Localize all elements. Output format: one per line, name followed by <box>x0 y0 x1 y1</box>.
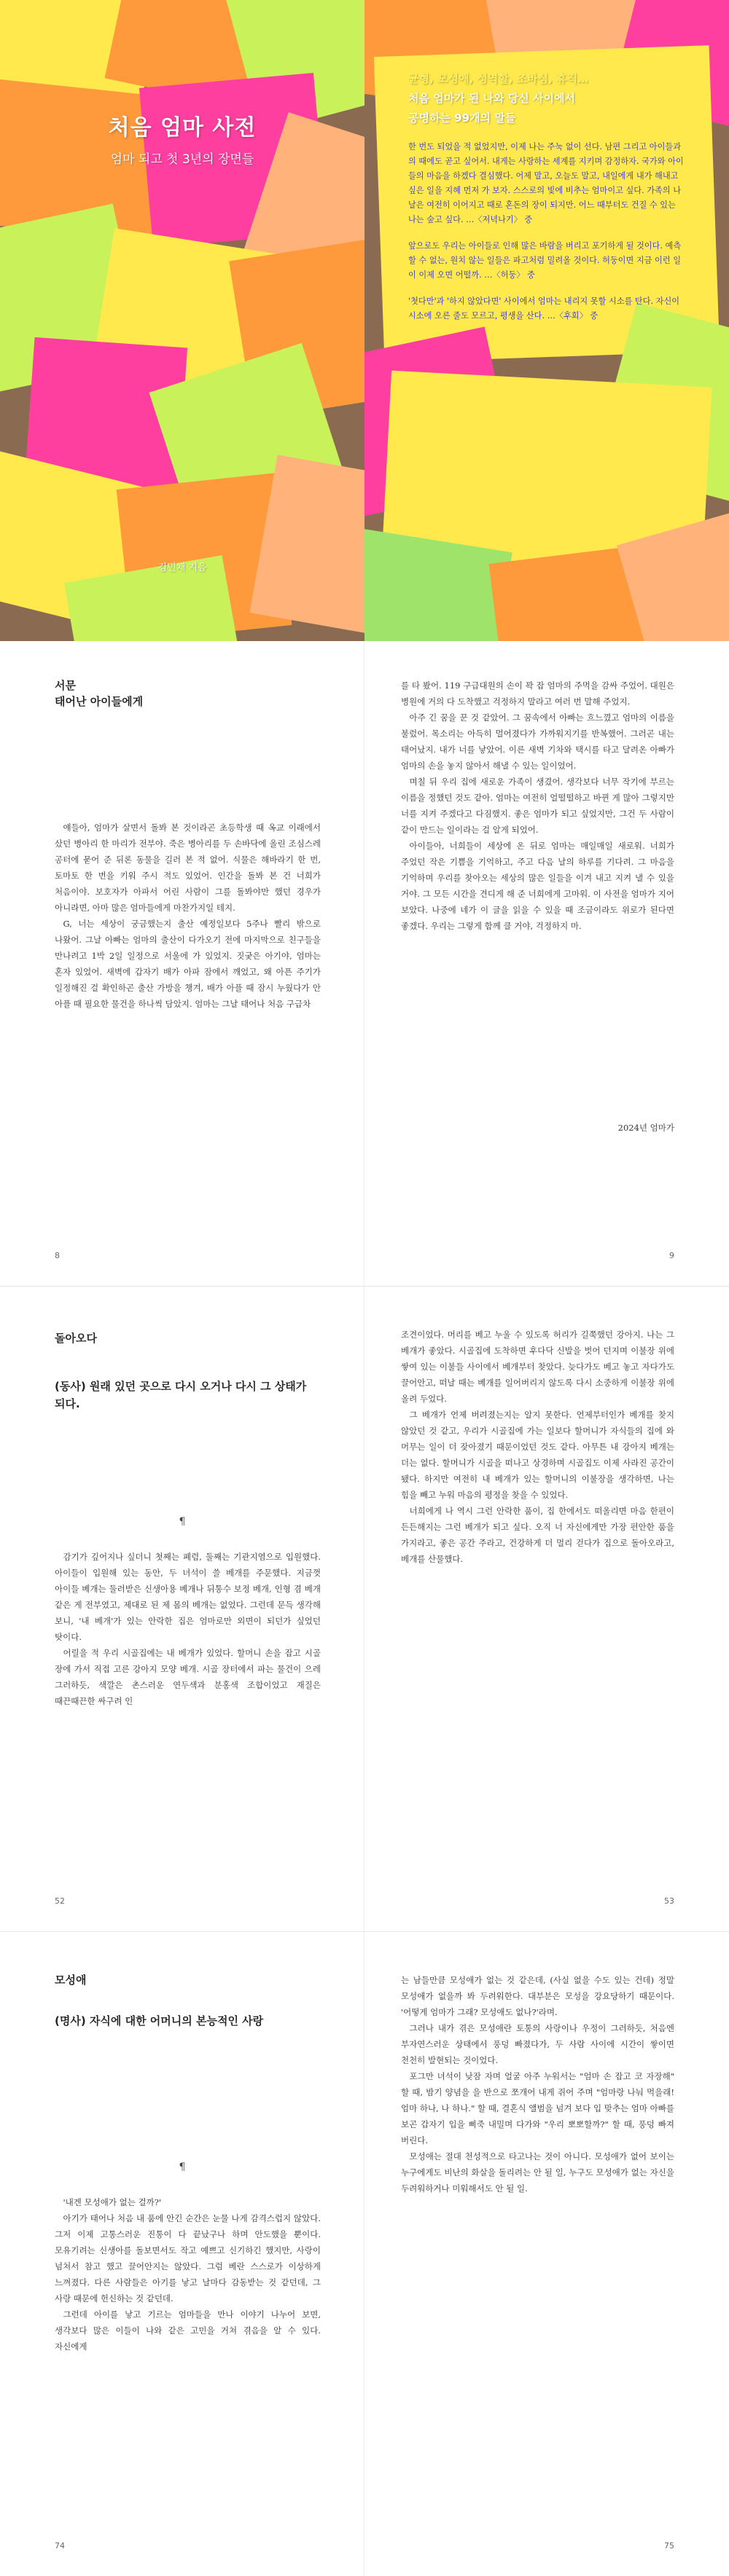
chapter-return-para-2: 어릴을 적 우리 시골집에는 내 베개가 있었다. 할머니 손을 잡고 시골 장에 가서 직접 고른 강아지 모양 베개. 시골 장터에서 파는 물건이 으레 그러하듯, 색깔은 촌스러운 연두색과 분홍색 조합이었고 재질은 때끈때끈한 싸구려 인 <box>55 1648 321 1706</box>
chapter-return-right-para-3: 너희에게 나 역시 그런 안락한 품이, 집 한에서도 떠올리면 마음 한편이 든든해지는 그런 베개가 되고 싶다. 오직 너 자신에게만 가장 편안한 품을 가지라고, 좋은 공간 주라고, 건강하게 더 멀리 걷다가 집으로 돌아오라고, 베개를 산물했다. <box>401 1506 674 1564</box>
cover-title-block <box>0 109 364 167</box>
preface-signature: 2024년 엄마가 <box>617 1123 674 1133</box>
chapter-return-definition: (동사) 원래 있던 곳으로 다시 오거나 다시 그 상태가 되다. <box>55 1380 307 1410</box>
blurb-2-text: 앞으로도 우리는 아이들로 인해 많은 바람을 버리고 포기하게 될 것이다. 예측할 수 없는, 원치 않는 일들은 파고처럼 밀려올 것이다. 허둥이면 지금 이런 일이 이제 오면 어떨까. <box>408 241 682 280</box>
preface-subtitle: 태어난 아이들에게 <box>55 695 144 708</box>
preface-right-para-4: 아이들아, 너희들이 세상에 온 뒤로 엄마는 매일매일 새로워. 너희가 주었던 작은 기쁨을 기억하고, 주고 다음 날의 하루를 기다려. 그 마음을 기억하며 우리를 찾아오는 세상의 많은 일들을 이겨 내고 지켜 낼 수 있을 거야. 그 모든 시간을 견디게 해 준 너희에게 고마워. 이 사전을 엄마가 지어 보았다. 나중에 네가 이 글을 읽을 수 있을 때 조금이라도 위로가 된다면 좋겠다. 우리는 그렇게 함께 클 거야, 걱정하지 마. <box>401 841 674 931</box>
chapter-return-right-para-2: 그 베개가 언제 버려졌는지는 알지 못한다. 언제부터인가 베개를 찾지 않았던 것 같고, 우리가 시골집에 가는 일보다 할머니가 자식들의 집에 와 머무는 일이 더 잦아졌기 때문이었던 것도 같다. 아무튼 내 강아지 베개는 더는 없다. 할머니가 시골을 떠나고 상경하며 시골집도 이제 사라진 공간이 됐다. 하지만 여전히 내 베개가 있는 할머니의 이불장을 생각하면, 나는 힘을 빼고 누워 마음의 평정을 찾을 수 있었다. <box>401 1410 674 1500</box>
back-heading <box>408 69 685 128</box>
chapter-maternal-right-para-1: 는 남들만큼 모성애가 없는 것 같은데, (사실 없을 수도 있는 건데) 정말 모성애가 없을까 봐 두려워한다. 대부분은 모성을 강요당하기 때문이다. '어떻게 엄마가 그래? 모성애도 없나?'라며. <box>401 1975 674 2017</box>
page-75 <box>364 1932 729 2576</box>
blurb-1-source: …〈저녁나기〉 중 <box>466 215 533 224</box>
page-8 <box>0 641 364 1286</box>
chapter-return-spread <box>0 1287 729 1932</box>
book-title: 처음 엄마 사전 <box>108 115 257 141</box>
chapter-maternal-right-para-2: 그러나 내가 겪은 모성애란 토통의 사랑이나 우정이 그러하듯, 처음엔 부자연스러운 상태에서 풍덩 빠졌다가, 두 사람 사이에 시간이 쌓이면 천천히 발현되는 것이었다. <box>401 2023 674 2065</box>
cover-front <box>0 0 364 641</box>
page-74 <box>0 1932 364 2576</box>
chapter-maternal-spread <box>0 1932 729 2576</box>
preface-right-para-3: 며칠 뒤 우리 집에 새로운 가족이 생겼어. 생각보다 너무 작기에 부르는 이름을 정했던 것도 같아. 엄마는 여전히 얼떨떨하고 바뀐 게 많아 그렇지만 너를 지켜 주겠다고 다짐했지. 좋은 엄마가 되고 싶었지만, 그건 두 사람이 같이 만드는 일이라는 걸 알게 되었어. <box>401 777 674 835</box>
chapter-maternal-body-left <box>55 2194 321 2355</box>
back-heading-line3: 공명하는 99개의 말들 <box>408 111 516 125</box>
pilcrow-mark: ¶ <box>179 1516 186 1528</box>
cover-back <box>364 0 729 641</box>
chapter-return-para-1: 감기가 깊어지나 싶더니 첫째는 폐렴, 둘째는 기관지염으로 입원했다. 아이들이 입원해 있는 동안, 두 녀석이 쓸 베개를 주문했다. 지금껏 아이들 베개는 둘러받은 신생아용 베개나 뒤통수 보정 베개, 인형 겸 베개 같은 게 전부였고, 제대로 된 제 몸의 베개는 없었다. 그런데 문득 생각해 보니, '내 베개'가 있는 안락한 집은 엄마로만 외면이 되던가 싶었던 탓이다. <box>55 1552 321 1642</box>
preface-para-1: 얘들아, 엄마가 살면서 돌봐 본 것이라곤 초등학생 때 옥교 이래에서 샀던 병아리 한 마리가 전부야. 죽은 병아리를 두 손바닥에 올린 조심스레 공터에 묻어 준 뒤론 동물을 길러 본 적 없어. 식물은 해바라기 한 번, 토마토 한 번을 키워 주시 적도 있었어. 인간을 돌봐 본 건 너희가 처음이야. 보호자가 아파서 어린 사람이 그를 돌봐야만 했던 경우가 아니라면, 아마 많은 엄마들에게 마찬가지일 테지. <box>55 822 321 913</box>
page-53 <box>364 1287 729 1931</box>
chapter-return-body-right <box>401 1327 674 1567</box>
preface-body-left <box>55 820 321 1012</box>
cover-spread <box>0 0 729 641</box>
page-number-9: 9 <box>669 1251 674 1260</box>
blurb-1 <box>408 140 685 227</box>
book-subtitle: 엄마 되고 첫 3년의 장면들 <box>110 152 254 167</box>
sticky-notes-background <box>0 0 364 641</box>
preface-spread <box>0 641 729 1287</box>
sticky-notes <box>0 0 364 641</box>
back-heading-line2: 처음 엄마가 된 나와 당신 사이에서 <box>408 92 575 105</box>
chapter-return-body-left <box>55 1549 321 1709</box>
blurb-1-text: 한 번도 되었을 적 없었지만, 이제 나는 주눅 없이 선다. 남편 그리고 아이들과의 때에도 곧고 싶어서. 내게는 사랑하는 세계를 지키며 감정하자. 국가와 아이들의 마음을 하겠다 결심했다. 어제 말고, 오늘도 말고, 내일에게 내가 해내고 싶은 일을 지혜 먼저 가 보자. 스스로의 빛에 비추는 엄마이고 싶다. 가족의 나날은 여전히 이어지고 때로 혼돈의 장이 되지만. 어느 때부터도 건질 수 있는 나는 숲고 싶다. <box>408 142 684 224</box>
back-heading-line1: 균형, 모성애, 성역할, 조바심, 휴직… <box>408 72 589 85</box>
chapter-maternal-body-right <box>401 1972 674 2196</box>
page-number-52: 52 <box>55 1896 65 1906</box>
preface-para-2: G, 너는 세상이 궁금했는지 출산 예정일보다 5주나 빨리 밖으로 나왔어. 그날 아빠는 엄마의 출산이 다가오기 전에 마지막으로 친구들을 만나려고 1박 2일 일정으로 서울에 가 있었지. 짓궂은 아기야, 엄마는 혼자 있었어. 새벽에 갑자기 배가 아파 잠에서 깨었고, 왜 아픈 주기가 일정해진 걸 확인하곤 출산 가방을 챙겨, 배가 아플 때 잠시 누웠다가 안 아플 때 필요한 물건을 하나씩 담았지. 엄마는 그날 태어나 처음 구급차 <box>55 919 321 1009</box>
preface-right-para-2: 아주 긴 꿈을 꾼 것 같았어. 그 꿈속에서 아빠는 흐느꼈고 엄마의 이름을 불렀어. 목소리는 아득히 멀어졌다가 가까워지기를 반복했어. 그러곤 내는 태어났지. 내가 너를 낳았어. 이른 새벽 기차와 택시를 타고 달려온 아빠가 엄마의 손을 놓지 않아서 해낼 수 있는 일이었어. <box>401 712 674 771</box>
chapter-maternal-quote: '내겐 모성애가 없는 걸까?' <box>63 2197 162 2207</box>
page-number-75: 75 <box>664 2541 674 2551</box>
pilcrow-mark: ¶ <box>179 2161 186 2173</box>
page-number-8: 8 <box>55 1251 60 1260</box>
preface-body-right <box>401 678 674 934</box>
back-cover-text <box>408 69 685 323</box>
chapter-return-right-para-1: 조견이었다. 머리를 베고 누울 수 있도록 허리가 길쭉했던 강아지. 나는 그 베개가 좋았다. 시골집에 도착하면 후다닥 신발을 벗어 던지며 이불장 위에 쌓여 있는 이불들 사이에서 베개부터 찾았다. 늦다가도 베고 놓고 자다가도 끌어안고, 떠날 때는 베개를 일어버리지 않도록 다시 소중하게 이불장 위에 올려 두었다. <box>401 1330 674 1404</box>
chapter-maternal-right-para-3: 포그만 녀석이 낮잠 자며 얼굴 아주 누워서는 "엄마 손 잡고 코 자장해" 할 때, 밤기 양념을 을 반으로 쪼개어 내게 쥐어 주며 "엄마랑 나눠 먹을래! 엄마 하나, 나 하나." 할 때, 결혼식 앨범을 넘겨 보다 입 맞추는 엄마 아빠를 보곤 갑자기 입을 삐죽 내밀며 다가와 "우리 뽀뽀할까?" 할 때, 풍덩 빠져 버린다. <box>401 2071 674 2145</box>
chapter-maternal-definition: (명사) 자식에 대한 어머니의 본능적인 사랑 <box>55 2014 264 2027</box>
chapter-maternal-title: 모성애 <box>55 1974 87 1987</box>
preface-right-para-1: 를 타 봤어. 119 구급대원의 손이 꽉 잡 엄마의 주먹을 감싸 주었어. 대원은 병원에 거의 다 도착했고 걱정하지 말라고 여러 번 말해 주었지. <box>401 680 674 707</box>
page-52 <box>0 1287 364 1931</box>
chapter-maternal-para-1: 아기가 태어나 처음 내 품에 안긴 순간은 눈물 나게 감격스럽지 않았다. 그저 이제 고통스러운 진통이 다 끝났구나 하며 안도했을 뿐이다. 모유기려는 신생아를 돌보면서도 작고 예쁘고 신기하긴 했지만, 사랑이 넘쳐서 참고 했고 끌어안지는 않았다. 그럼 베란 스스로가 이상하게 느껴졌다. 다른 사람들은 아기를 낳고 날마다 감동받는 것 같던데, 그 사랑 때문에 헌신하는 것 같던데. <box>55 2213 321 2304</box>
chapter-return-title: 돌아오다 <box>55 1332 97 1345</box>
blurb-3-text: '첫다만'과 '하지 않았다면' 사이에서 엄마는 내리지 못할 시소를 탄다. 자신이 시소에 오른 줄도 모르고, 평생을 산다. <box>408 297 680 321</box>
chapter-maternal-right-para-4: 모성애는 절대 천성적으로 타고나는 것이 아니다. 모성애가 없어 보이는 누구에게도 비난의 화살을 돌리려는 안 될 일, 누구도 모성애가 없는 자신을 두려워하거나 미워해서도 안 될 일. <box>401 2151 674 2194</box>
page-number-74: 74 <box>55 2541 65 2551</box>
blurb-2-source: …〈허둥〉 중 <box>484 270 535 280</box>
blurb-3 <box>408 294 685 323</box>
blurb-2 <box>408 239 685 283</box>
preface-title: 서문 <box>55 679 76 692</box>
book-author: 김민채 지음 <box>157 562 207 573</box>
page-number-53: 53 <box>664 1896 674 1906</box>
preface-heading <box>55 678 143 710</box>
page-9 <box>364 641 729 1286</box>
blurb-3-source: …〈후회〉 중 <box>547 311 599 321</box>
chapter-maternal-para-2: 그런데 아이를 낳고 기르는 엄마들을 만나 이야기 나누어 보면, 생각보다 많은 이들이 나와 같은 고민을 거쳐 겪음을 알 수 있다. 자신에게 <box>55 2309 321 2352</box>
